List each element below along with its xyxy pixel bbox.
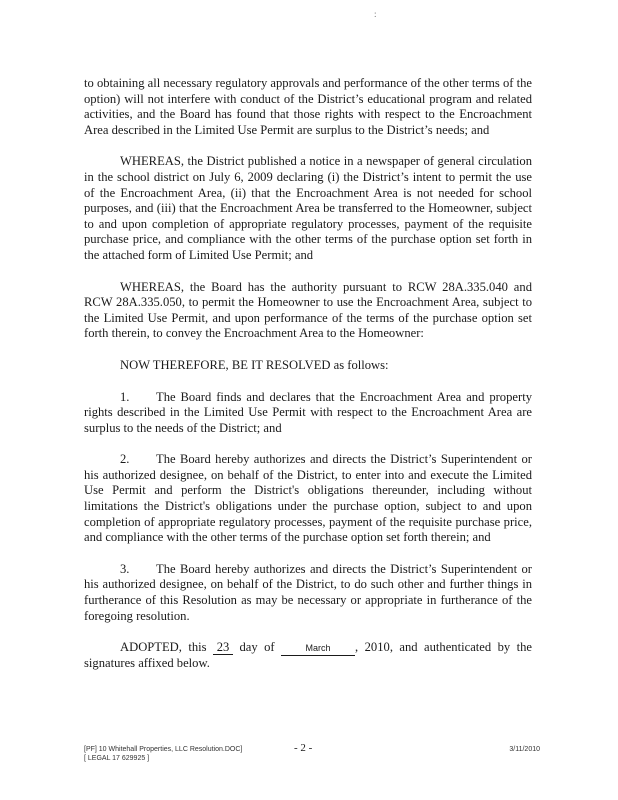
page-number: - 2 - [294, 742, 313, 754]
whereas-notice-paragraph: WHEREAS, the District published a notice in a newspaper of general circulation in the school district on July 6, 2009 declaring (i) the District’s intent to permit the use of the Encroachment Area, (ii) that the Encroachment Area is not needed for school purposes, and (iii) that the Encroachment Area be transferred to the Homeowner, subject to and upon completion of appropriate regulatory processes, payment of the requisite purchase price, and compliance with the other terms of the purchase option set forth in the attached form of Limited Use Permit; and [84, 154, 532, 262]
resolution-item-3 [84, 562, 532, 624]
footer-legal-number: [ LEGAL 17 629925 ] [84, 755, 150, 762]
resolution-item-1 [84, 390, 532, 437]
item-number: 1. [120, 389, 130, 404]
footer-document-id [84, 745, 284, 763]
resolved-heading: NOW THEREFORE, BE IT RESOLVED as follows: [120, 357, 389, 372]
adopted-mid: day of [239, 640, 275, 655]
item-text: The Board finds and declares that the Encroachment Area and property rights described in the Limited Use Permit with respect to the Encroachment Area are surplus to the needs of the District; and [84, 389, 532, 435]
item-number: 3. [120, 561, 130, 576]
scan-mark: : [374, 9, 377, 19]
item-text: The Board hereby authorizes and directs the District’s Superintendent or his authorized designee, on behalf of the District, to enter into and execute the Limited Use Permit and perform the District's obligations thereunder, including without limitations the District's obligations under the purchase option, subject to and upon completion of appropriate regulatory processes, payment of the requisite purchase price, and compliance with the other terms of the purchase option set forth therein; and [84, 452, 532, 545]
footer-file-name: [PF] 10 Whitehall Properties, LLC Resolution.DOC] [84, 746, 243, 753]
continuation-paragraph: to obtaining all necessary regulatory approvals and performance of the other terms of the option) will not interfere with conduct of the District’s educational program and related activities, and the Board has found that those rights with respect to the Encroachment Area described in the Limited Use Permit are surplus to the District’s needs; and [84, 76, 532, 137]
adopted-month-field: March [281, 642, 355, 656]
adopted-suffix: , 2010, and authenticated by the signatures affixed below. [84, 640, 533, 671]
item-number: 2. [120, 452, 130, 467]
document-body [84, 76, 532, 688]
adopted-prefix: ADOPTED, this [120, 640, 207, 655]
resolution-item-2 [84, 452, 532, 546]
adopted-day-field: 23 [213, 641, 233, 655]
item-text: The Board hereby authorizes and directs the District’s Superintendent or his authorized designee, on behalf of the District, to do such other and further things in furtherance of this Resolution as may be necessary or appropriate in furtherance of the foregoing resolution. [84, 561, 532, 623]
adopted-paragraph [84, 640, 532, 672]
whereas-authority-paragraph: WHEREAS, the Board has the authority pursuant to RCW 28A.335.040 and RCW 28A.335.050, to permit the Homeowner to use the Encroachment Area, subject to the Limited Use Permit, and upon performance of the terms of the purchase option set forth therein, to convey the Encroachment Area to the Homeowner: [84, 279, 532, 341]
footer-date: 3/11/2010 [509, 746, 540, 753]
